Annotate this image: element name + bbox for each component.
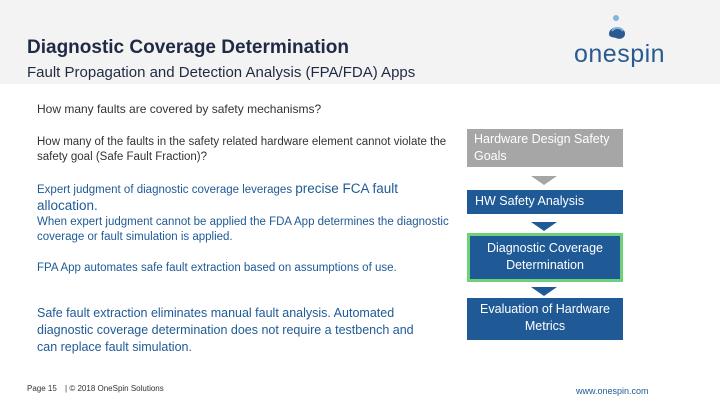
footer xyxy=(27,384,170,393)
page-number: Page 15 xyxy=(27,384,57,393)
footer-url: www.onespin.com xyxy=(576,386,649,396)
body-text-expert-judgment-part2: precise FCA fault allocation. xyxy=(37,181,399,213)
body-text-safe-fault-extraction: Safe fault extraction eliminates manual fault analysis. Automated diagnostic coverage determination does not require a testbench and can replace fault simulation. xyxy=(37,306,414,354)
flow-arrow-2 xyxy=(531,222,557,231)
flow-step-diagnostic-coverage: Diagnostic Coverage Determination xyxy=(467,233,623,282)
page-subtitle: Fault Propagation and Detection Analysis (FPA/FDA) Apps xyxy=(27,64,416,81)
onespin-logo-icon xyxy=(606,14,628,40)
logo-text: onespin xyxy=(574,40,666,68)
body-text-expert-judgment xyxy=(37,181,457,215)
body-text-safe-fault-fraction: How many of the faults in the safety related hardware element cannot violate the safety goal (Safe Fault Fraction)? xyxy=(37,136,447,163)
copyright: | © 2018 OneSpin Solutions xyxy=(65,384,164,393)
logo xyxy=(574,14,664,70)
flow-step-hardware-metrics: Evaluation of Hardware Metrics xyxy=(467,298,623,340)
question-text: How many faults are covered by safety mechanisms? xyxy=(37,102,322,116)
flow-step-hw-safety-analysis: HW Safety Analysis xyxy=(467,190,623,214)
flow-arrow-1 xyxy=(531,176,557,185)
flow-arrow-3 xyxy=(531,287,557,296)
body-text-fda-app: When expert judgment cannot be applied the FDA App determines the diagnostic coverage or fault simulation is applied. xyxy=(37,216,449,243)
flow-step-hardware-design: Hardware Design Safety Goals xyxy=(467,129,623,167)
body-text-fpa-app: FPA App automates safe fault extraction based on assumptions of use. xyxy=(37,262,397,274)
page-title: Diagnostic Coverage Determination xyxy=(27,37,350,58)
body-text-expert-judgment-part1: Expert judgment of diagnostic coverage leverages xyxy=(37,184,296,196)
